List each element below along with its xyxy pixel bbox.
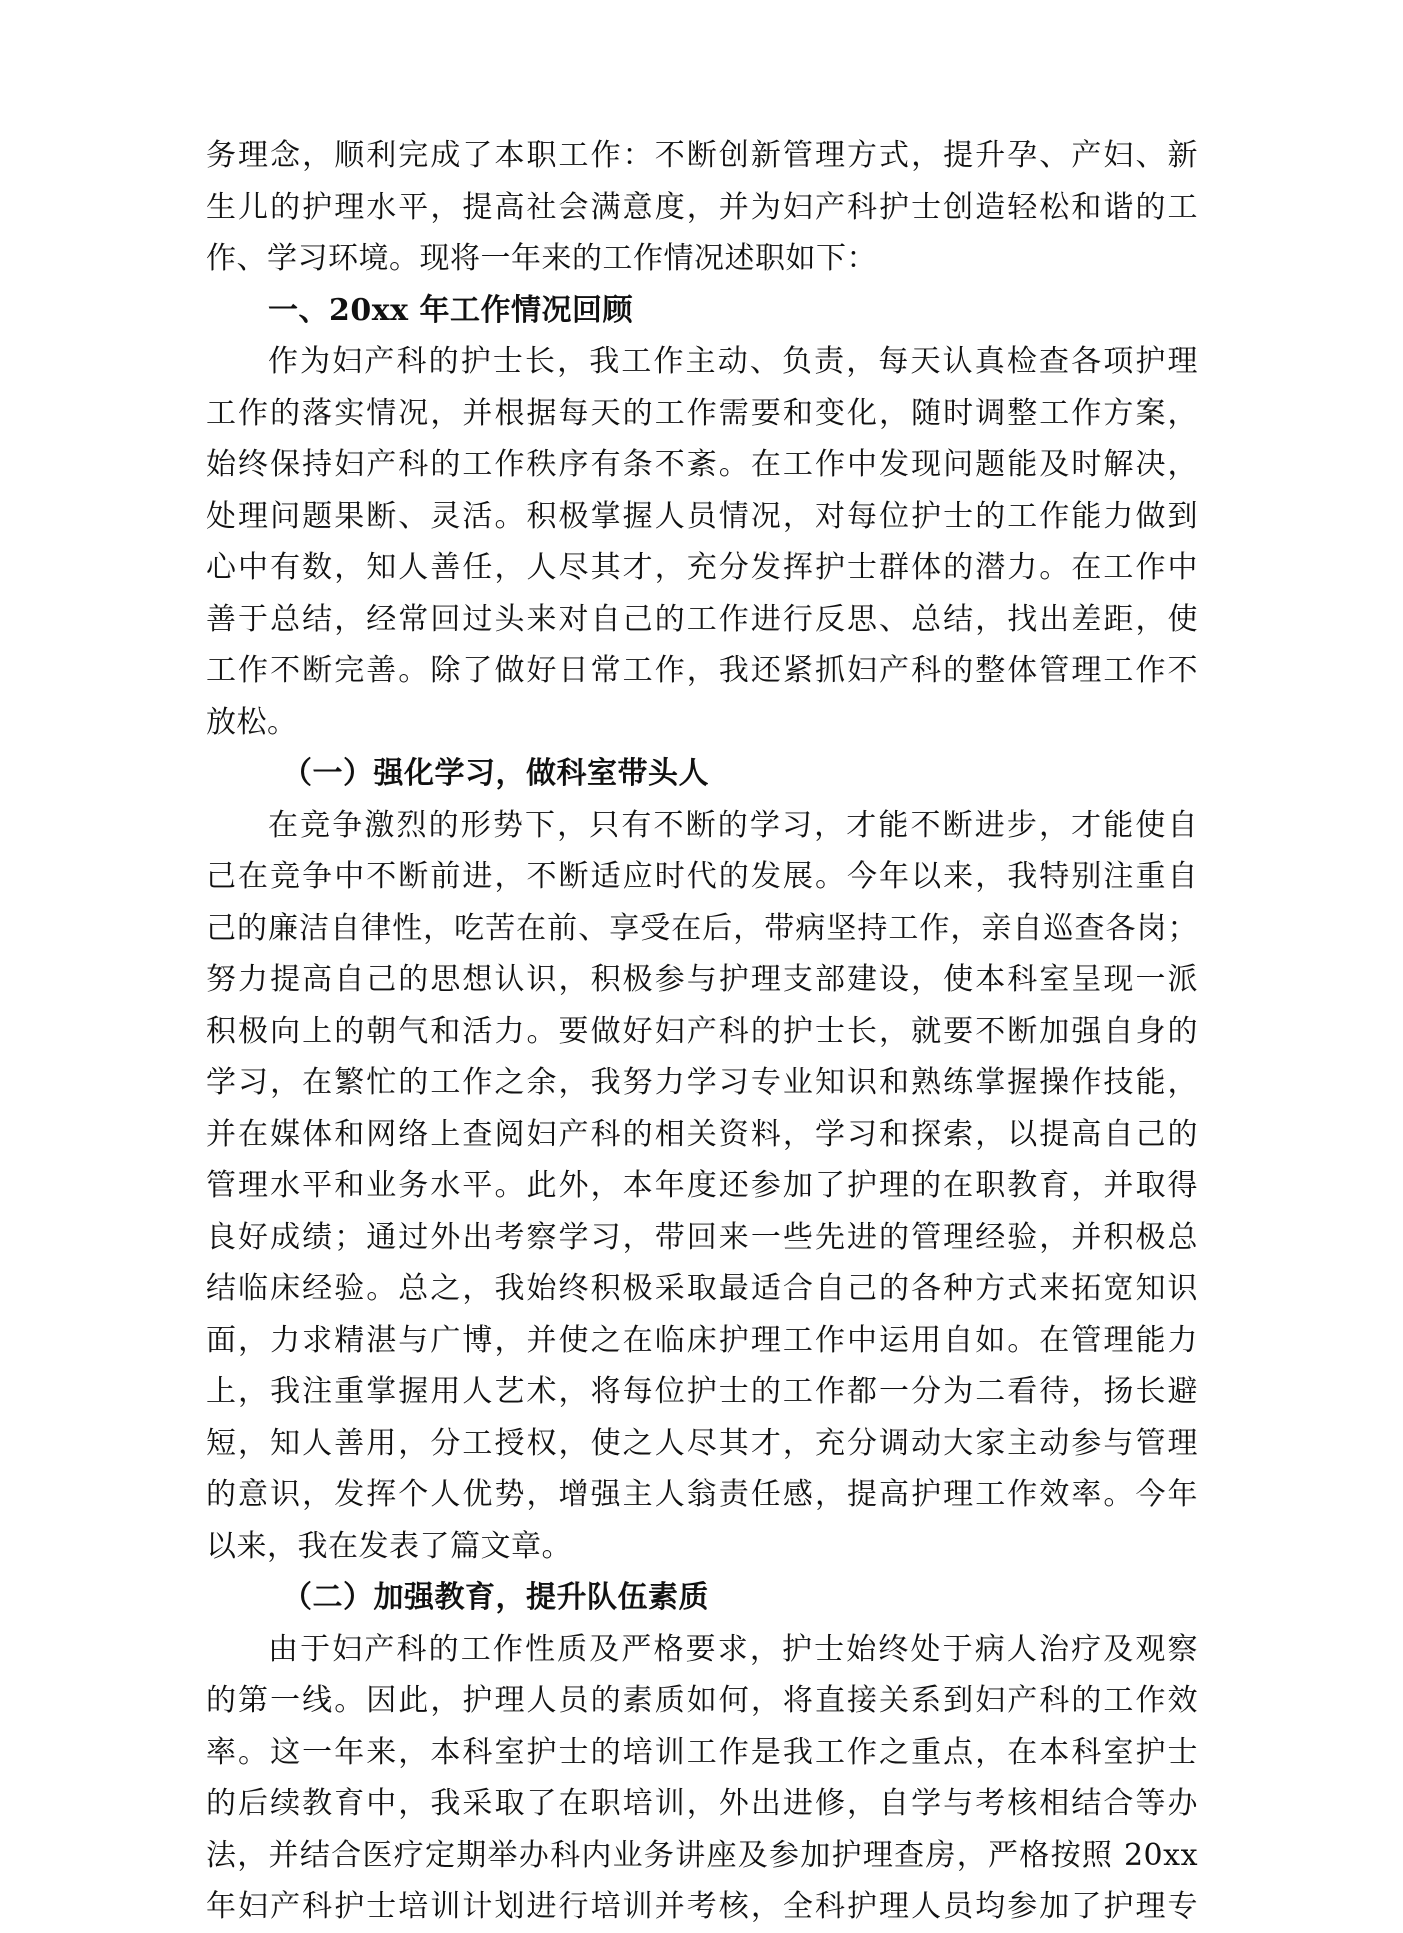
text-line: 法，并结合医疗定期举办科内业务讲座及参加护理查房，严格按照 20xx bbox=[206, 1837, 1198, 1873]
text-line: 生儿的护理水平，提高社会满意度，并为妇产科护士创造轻松和谐的工 bbox=[206, 189, 1198, 225]
text-line: 放松。 bbox=[206, 704, 298, 740]
text-line: 结临床经验。总之，我始终积极采取最适合自己的各种方式来拓宽知识 bbox=[206, 1271, 1198, 1306]
section-heading: 一、20xx 年工作情况回顾 bbox=[268, 292, 633, 328]
text-line: 积极向上的朝气和活力。要做好妇产科的护士长，就要不断加强自身的 bbox=[206, 1013, 1198, 1049]
text-line: 善于总结，经常回过头来对自己的工作进行反思、总结，找出差距，使 bbox=[206, 601, 1198, 637]
text-line: 作为妇产科的护士长，我工作主动、负责，每天认真检查各项护理 bbox=[268, 344, 1198, 379]
text-line: 由于妇产科的工作性质及严格要求，护士始终处于病人治疗及观察 bbox=[268, 1631, 1198, 1667]
text-line: 己的廉洁自律性，吃苦在前、享受在后，带病坚持工作，亲自巡查各岗； bbox=[206, 910, 1198, 946]
text-line: 处理问题果断、灵活。积极掌握人员情况，对每位护士的工作能力做到 bbox=[206, 498, 1198, 534]
text-line: 工作不断完善。除了做好日常工作，我还紧抓妇产科的整体管理工作不 bbox=[206, 653, 1198, 688]
text-line: 并在媒体和网络上查阅妇产科的相关资料，学习和探索，以提高自己的 bbox=[206, 1116, 1198, 1152]
text-line: 良好成绩；通过外出考察学习，带回来一些先进的管理经验，并积极总 bbox=[206, 1219, 1198, 1255]
subsection-heading: （一）强化学习，做科室带头人 bbox=[282, 756, 709, 791]
text-line: 务理念，顺利完成了本职工作：不断创新管理方式，提升孕、产妇、新 bbox=[206, 138, 1198, 173]
text-line: 年妇产科护士培训计划进行培训并考核，全科护理人员均参加了护理专 bbox=[206, 1889, 1198, 1924]
text-line: 的意识，发挥个人优势，增强主人翁责任感，提高护理工作效率。今年 bbox=[206, 1477, 1198, 1512]
text-line: 作、学习环境。现将一年来的工作情况述职如下： bbox=[206, 241, 877, 276]
text-line: 工作的落实情况，并根据每天的工作需要和变化，随时调整工作方案， bbox=[206, 395, 1198, 431]
text-line: 始终保持妇产科的工作秩序有条不紊。在工作中发现问题能及时解决， bbox=[206, 447, 1198, 482]
text-line: 在竞争激烈的形势下，只有不断的学习，才能不断进步，才能使自 bbox=[268, 807, 1198, 843]
text-line: 管理水平和业务水平。此外，本年度还参加了护理的在职教育，并取得 bbox=[206, 1168, 1198, 1203]
document-page bbox=[206, 130, 1198, 1933]
text-line: 的后续教育中，我采取了在职培训，外出进修，自学与考核相结合等办 bbox=[206, 1786, 1198, 1821]
text-line: 上，我注重掌握用人艺术，将每位护士的工作都一分为二看待，扬长避 bbox=[206, 1374, 1198, 1409]
text-line: 率。这一年来，本科室护士的培训工作是我工作之重点，在本科室护士 bbox=[206, 1734, 1198, 1770]
subsection-heading: （二）加强教育，提升队伍素质 bbox=[282, 1580, 709, 1615]
text-line: 努力提高自己的思想认识，积极参与护理支部建设，使本科室呈现一派 bbox=[206, 962, 1198, 997]
text-line: 的第一线。因此，护理人员的素质如何，将直接关系到妇产科的工作效 bbox=[206, 1683, 1198, 1718]
text-line: 短，知人善用，分工授权，使之人尽其才，充分调动大家主动参与管理 bbox=[206, 1425, 1198, 1461]
text-line: 以来，我在发表了篇文章。 bbox=[206, 1528, 572, 1564]
text-line: 心中有数，知人善任，人尽其才，充分发挥护士群体的潜力。在工作中 bbox=[206, 550, 1198, 585]
text-line: 学习，在繁忙的工作之余，我努力学习专业知识和熟练掌握操作技能， bbox=[206, 1065, 1198, 1100]
text-line: 面，力求精湛与广博，并使之在临床护理工作中运用自如。在管理能力 bbox=[206, 1322, 1198, 1358]
text-line: 己在竞争中不断前进，不断适应时代的发展。今年以来，我特别注重自 bbox=[206, 859, 1198, 894]
